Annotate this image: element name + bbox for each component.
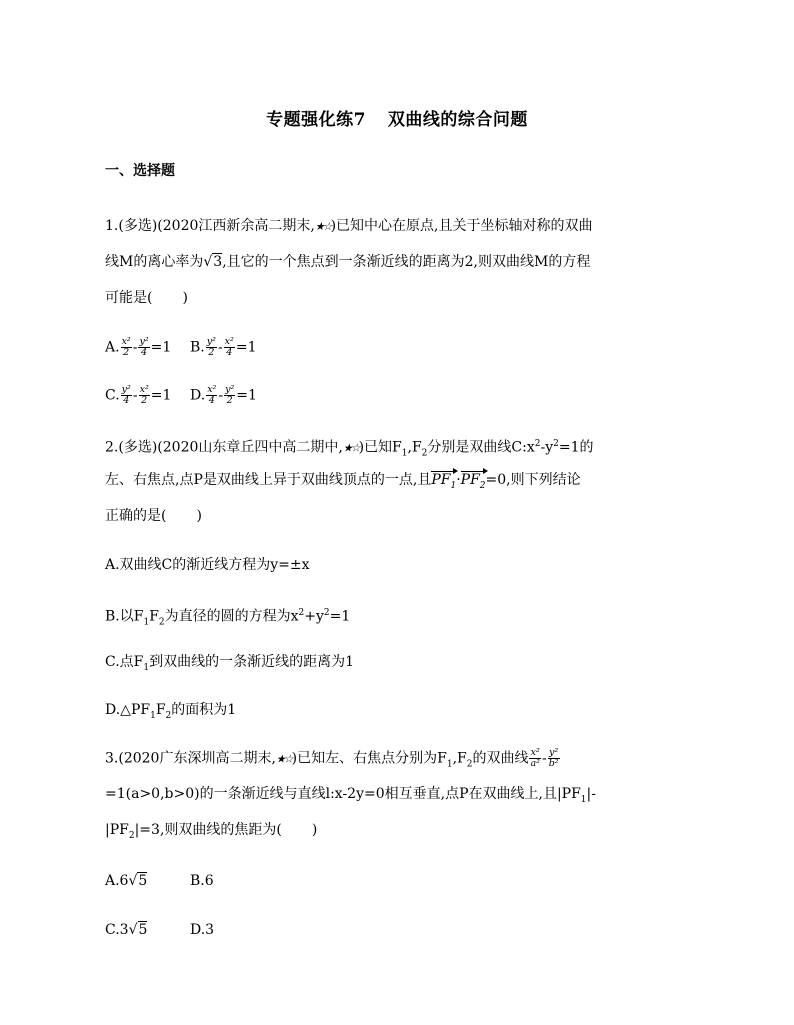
- q1-tag: (多选): [118, 218, 158, 234]
- numerator: x²: [224, 336, 234, 347]
- q1-line3: [105, 288, 188, 308]
- title-series: 专题强化练7: [266, 110, 366, 130]
- q3-line1: 3.(2020广东深圳高二期末,★☆)已知左、右焦点分别为$F_1,F_2$的双曲线 $\frac{\text{x²}}{\text{a²}}$ - $\frac{\text{y²}}{\text{b²}}$: [105, 747, 559, 770]
- denominator: b²: [548, 758, 559, 769]
- subscript: 1: [150, 710, 156, 721]
- numerator: y²: [139, 336, 149, 347]
- sqrt-expression: √5: [128, 873, 148, 889]
- numerator: y²: [206, 336, 216, 347]
- denominator: 4: [123, 395, 130, 406]
- difficulty-stars-icon: ★☆: [342, 441, 359, 455]
- q3-option-c: [105, 920, 147, 940]
- q1-text: 可能是(: [105, 290, 153, 306]
- fraction: [138, 337, 149, 358]
- q2-text: =0,则下列结论: [485, 472, 581, 488]
- denominator: 4: [141, 347, 148, 358]
- fraction: [121, 337, 132, 358]
- fraction: [206, 337, 217, 358]
- q2-number: 2.: [105, 439, 119, 456]
- denominator: 2: [226, 395, 233, 406]
- denominator: 2: [141, 395, 148, 406]
- q1-option-a: A. $\frac{\text{x²}}{2}$ - $\frac{\text{y²}}{4}$ =1: [105, 336, 172, 358]
- subscript: 1: [143, 662, 150, 673]
- q3-number: 3.: [105, 750, 119, 767]
- q1-source: (2020江西新余高二期末,: [157, 218, 315, 234]
- fraction: [139, 385, 150, 406]
- option-text: D.△PF: [105, 702, 151, 718]
- q2-text: -y: [540, 439, 554, 456]
- subscript: 2: [466, 759, 473, 770]
- superscript: 2: [298, 608, 305, 618]
- subscript: 1: [450, 480, 457, 491]
- q2-line2: [105, 470, 581, 496]
- vector-pf1: [431, 470, 456, 496]
- q2-text: ,F: [407, 439, 422, 456]
- q1-option-b: B. $\frac{\text{y²}}{2}$ - $\frac{\text{x²}}{4}$ =1: [190, 336, 257, 358]
- subscript: 2: [158, 617, 165, 628]
- q2-text: 正确的是(: [105, 508, 167, 524]
- numerator: y²: [549, 747, 559, 758]
- option-label: C.: [105, 387, 120, 404]
- subscript: 1: [401, 448, 408, 459]
- option-text: A.6: [105, 873, 129, 889]
- equals-one: =1: [150, 387, 172, 404]
- q3-line2: [105, 784, 596, 810]
- vector-pf2: [461, 470, 486, 496]
- vector-label: PF: [460, 472, 480, 488]
- equals-one: =1: [236, 387, 257, 404]
- option-text: C.点F: [105, 654, 144, 670]
- q3-paren-end: ): [311, 822, 318, 838]
- option-text: 的面积为1: [171, 702, 237, 718]
- denominator: 4: [226, 347, 233, 358]
- fraction: [548, 748, 560, 769]
- superscript: 2: [323, 608, 330, 618]
- option-text: +y: [304, 608, 324, 625]
- difficulty-stars-icon: ★☆: [314, 220, 331, 233]
- q3-text: 的双曲线: [472, 750, 529, 767]
- q1-text: 线M的离心率为: [105, 254, 204, 270]
- option-text: B.以F: [105, 608, 144, 625]
- option-label: D.: [190, 387, 206, 404]
- q1-paren-end: ): [182, 290, 188, 306]
- denominator: 2: [208, 347, 215, 358]
- option-label: B.: [190, 339, 205, 356]
- sqrt-expression: √5: [128, 922, 148, 938]
- page-title: [0, 105, 794, 130]
- q3-line3: [105, 820, 317, 846]
- q2-source: (2020山东章丘四中高二期中,: [157, 439, 343, 456]
- q1-line1: [105, 216, 593, 237]
- denominator: 4: [208, 395, 215, 406]
- numerator: x²: [530, 747, 540, 758]
- superscript: 2: [553, 439, 559, 449]
- option-text: 到双曲线的一条渐近线的距离为1: [149, 654, 355, 670]
- radicand: 5: [138, 873, 148, 889]
- numerator: y²: [121, 384, 131, 395]
- q3-text: |-: [586, 786, 596, 802]
- numerator: x²: [121, 336, 131, 347]
- fraction: [224, 385, 235, 406]
- q1-option-c: C. $\frac{\text{y²}}{4}$ - $\frac{\text{x²}}{2}$ =1: [105, 384, 172, 406]
- numerator: x²: [207, 384, 217, 395]
- fraction: [121, 385, 132, 406]
- numerator: x²: [139, 384, 149, 395]
- q1-number: 1.: [105, 218, 119, 234]
- q3-option-b: B.6: [190, 873, 214, 889]
- equals-one: =1: [150, 339, 172, 356]
- q3-text: =1(a>0,b>0)的一条渐近线与直线l:x-2y=0相互垂直,点P在双曲线上,且|PF: [105, 786, 581, 802]
- q3-option-d: D.3: [190, 922, 215, 938]
- q3-text: |=3,则双曲线的焦距为(: [134, 822, 282, 838]
- q2-text: =1的: [558, 439, 594, 456]
- q2-option-b: [105, 603, 350, 632]
- option-text: C.3: [105, 922, 129, 938]
- fraction: [224, 337, 235, 358]
- q2-option-d: [105, 700, 236, 726]
- denominator: a²: [530, 758, 540, 769]
- title-topic: 双曲线的综合问题: [387, 110, 528, 130]
- fraction: [206, 385, 217, 406]
- section-heading: 一、选择题: [105, 163, 175, 179]
- equals-one: =1: [235, 339, 257, 356]
- dot-operator: ·: [456, 472, 461, 488]
- q3-option-a: [105, 871, 147, 891]
- q3-source: (2020广东深圳高二期末,: [118, 750, 276, 767]
- subscript: 1: [446, 759, 453, 770]
- q3-text: )已知左、右焦点分别为F: [291, 750, 447, 767]
- q1-option-d: D. $\frac{\text{x²}}{4}$ - $\frac{\text{y²}}{2}$ =1: [190, 384, 257, 406]
- q2-option-a: A.双曲线C的渐近线方程为y=±x: [105, 557, 310, 573]
- q2-line3: [105, 506, 202, 526]
- q2-tag: (多选): [118, 439, 158, 456]
- q2-text: 分别是双曲线C:x: [427, 439, 535, 456]
- q1-line2: [105, 252, 590, 272]
- q3-text: |PF: [105, 822, 129, 838]
- sqrt-expression: √3: [203, 254, 223, 270]
- option-label: A.: [105, 339, 120, 356]
- q1-text: )已知中心在原点,且关于坐标轴对称的双曲: [330, 218, 593, 234]
- subscript: 2: [479, 480, 486, 491]
- q3-text: ,F: [452, 750, 467, 767]
- q1-text: ,且它的一个焦点到一条渐近线的距离为2,则双曲线M的方程: [222, 254, 591, 270]
- denominator: 2: [123, 347, 130, 358]
- option-text: F: [149, 608, 159, 625]
- q2-text: )已知F: [358, 439, 402, 456]
- q2-line1: [105, 434, 593, 463]
- difficulty-stars-icon: ★☆: [275, 752, 292, 766]
- subscript: 2: [165, 710, 172, 721]
- radicand: 5: [138, 922, 148, 938]
- option-text: =1: [329, 608, 351, 625]
- subscript: 2: [128, 830, 135, 841]
- q2-option-c: [105, 652, 354, 678]
- subscript: 2: [421, 448, 428, 459]
- fraction: [529, 748, 540, 769]
- numerator: y²: [225, 384, 235, 395]
- option-text: F: [155, 702, 166, 718]
- option-text: 为直径的圆的方程为x: [164, 608, 299, 625]
- q2-paren-end: ): [196, 508, 202, 524]
- superscript: 2: [534, 439, 541, 449]
- subscript: 1: [580, 794, 587, 805]
- q2-text: 左、右焦点,点P是双曲线上异于双曲线顶点的一点,且: [105, 472, 432, 488]
- subscript: 1: [143, 617, 150, 628]
- radicand: 3: [213, 254, 223, 270]
- vector-label: PF: [431, 472, 451, 488]
